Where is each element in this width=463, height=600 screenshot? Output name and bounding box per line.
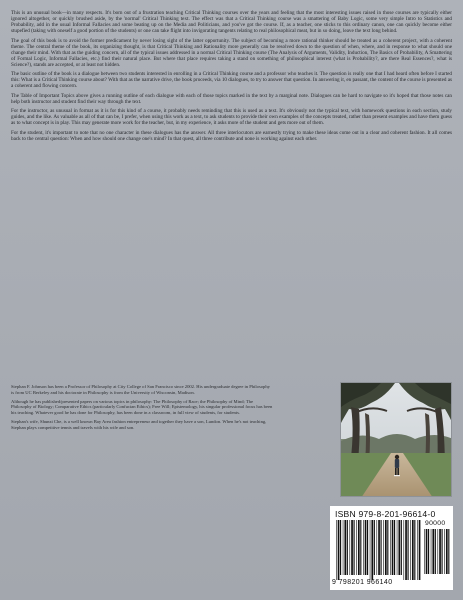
barcode-bar [435,529,436,574]
bio-paragraph: Although he has published/presented papers on various topics in philosophy: The Philosophy of Race; the Philosophy of Mind; The Philosophy of Biology; Comparative Ethics (particularly Confucian Ethics); Free Will; Epistemology, his singular professional focus has been his teaching. Whatever good he has done for Philosophy, has been done in a classroom, in full view of students, for students. [11,398,273,415]
blurb-paragraph: The Table of Important Topics above gives a running outline of each dialogue with each of those topics marked in the text by a marginal note. Dialogues can be hard to navigate so it's hoped that those notes can help both instructor and student find their way through the text. [11,92,452,105]
barcode-bar [394,520,395,575]
barcode-bar [338,520,340,580]
barcode-bar [426,529,428,574]
price-code: 90000 [425,520,446,527]
barcode-bar [377,520,378,575]
barcode-bar [414,520,415,580]
barcode-bar [428,529,429,574]
barcode-bar [401,520,402,575]
barcode-bar [360,520,361,575]
barcode-bar [378,520,380,575]
barcode-bar [383,520,384,575]
barcode-bar [351,520,353,575]
barcode-bar [336,520,337,580]
barcode-bar [398,520,400,575]
barcode-bar [431,529,432,574]
barcode-bar [439,529,441,574]
bio-paragraph: Stephan's wife, Shunzi Che, is a well known Bay Area fashion entrepreneur and together they have a son, Lundon. When he's not teaching, Stephan plays competitive tennis and travels with his wife and son. [11,419,267,430]
ean-barcode-bars [336,520,422,580]
barcode-bar [404,520,405,580]
author-photo [340,382,452,497]
barcode-bar [340,520,341,575]
blurb-paragraph: For the instructor, as unusual in format as it is for this kind of a course, it probably needs reminding that this is used as a text. It's obviously not the typical text, with homework questions in each section, study guides, and the like. As valuable as all of that can be, I prefer, when using this work as a text, to ask students to provide their own examples of the concepts treated, rather than present examples and have them guess as to what concept is in play. This may generate more work for the teacher, but, in my experience, it asks more of the student and gets more out of them. [11,108,452,127]
barcode-bar [350,520,351,575]
barcode-bar [432,529,434,574]
isbn-label: ISBN 979-8-201-96614-0 [335,509,436,519]
blurb-text [11,10,452,145]
barcode-bar [385,520,387,575]
blurb-paragraph: For the student, it's important to note that no one character in these dialogues has the answer. All three interlocutors are earnestly trying to make these ideas come out in a clear and coherent fashion. It all comes back to the central question: When and how should one change one's mind? In that quest, all three contribute and none is working against each other. [11,129,452,142]
blurb-paragraph: This is an unusual book—in many respects. It's born out of a frustration teaching Critical Thinking courses over the years and feeling that the most interesting issues raised in those courses are typically either ignored altogether, or quickly brushed aside, by the 'normal' Critical Thinking text. The effect was that a Critical Thinking course was a smattering of Baby Logic, some very simple Intro to Statistics and Probability, add in the usual Informal Fallacies and some beating up on the Media and Politicians, and you've got the course. If, as a teacher, one sticks to this ordinary canon, one can quickly become either stupefied (taking with oneself a good portion of the students) or one can take flight into invigorating tangents relating to real philosophical meat, but in so doing, leave the text long behind. [11,10,452,35]
barcode-bar [408,520,409,580]
barcode-bar [392,520,394,575]
blurb-paragraph: The goal of this book is to avoid the former predicament by never losing sight of the latter opportunity. The subject of becoming a more rational thinker should be treated as a coherent project, with a coherent theme. The central theme of the book, its organizing thought, is that Critical Thinking and Rationality more generally can be resolved down to the question of when, where, and in response to what should one change their mind. With that as the guiding concern, all of the typical issues addressed in a normal Critical Thinking course (The Analysis of Arguments, Validity, Induction, The Basics of Probability, A Smattering of Formal Logic, Informal Fallacies, etc.) find their natural place. But where that place requires taking a stand on something of philosophical interest (what is Probability?, are there Real Essences?, what is Science?), stands are accepted, or at least not hidden. [11,37,452,68]
barcode-bar [442,529,443,574]
barcode-bar [417,520,418,580]
barcode-bar [371,520,373,580]
blurb-paragraph: The basic outline of the book is a dialogue between two students interested in enrolling in a Critical Thinking course and a professor who teaches it. The question is really one that I had heard often before I started this: What is a Critical Thinking course about? With that as the narrative drive, the book proceeds, via 10 dialogues, to try to answer that question. In answering it, en passant, the content of the course is presented as a coherent and flowing concern. [11,71,452,90]
barcode-bar [438,529,439,574]
barcode-bar [363,520,364,575]
barcode-bar [365,520,367,575]
addon-barcode-bars [424,529,450,579]
author-bio [11,384,273,434]
barcode-bar [419,520,421,580]
barcode-bar [354,520,355,575]
barcode-bar [390,520,391,575]
barcode-bar [424,529,425,574]
barcode-bar [367,520,368,575]
barcode-bar [347,520,348,575]
barcode-bar [444,529,445,574]
barcode-bar [356,520,357,575]
barcode-bar [370,520,371,580]
barcode-bar [387,520,388,575]
barcode-bar [381,520,382,575]
barcode-bar [448,529,449,574]
barcode-bar [374,520,375,575]
barcode-bar [412,520,414,580]
author-photo-image [341,383,452,497]
barcode-bar [344,520,346,575]
isbn-barcode [330,506,453,590]
bio-paragraph: Stephan F. Johnson has been a Professor of Philosophy at City College of San Francisco since 2002. His undergraduate degree in Philosophy is from UC Berkeley and his doctorate in Philosophy is from the University of Wisconsin, Madison. [11,384,270,395]
barcode-bar [358,520,360,575]
ean-digits: 9 798201 966140 [332,579,393,586]
barcode-bar [446,529,448,574]
barcode-bar [410,520,411,580]
barcode-bar [397,520,398,575]
barcode-bar [405,520,407,580]
barcode-bar [343,520,344,575]
